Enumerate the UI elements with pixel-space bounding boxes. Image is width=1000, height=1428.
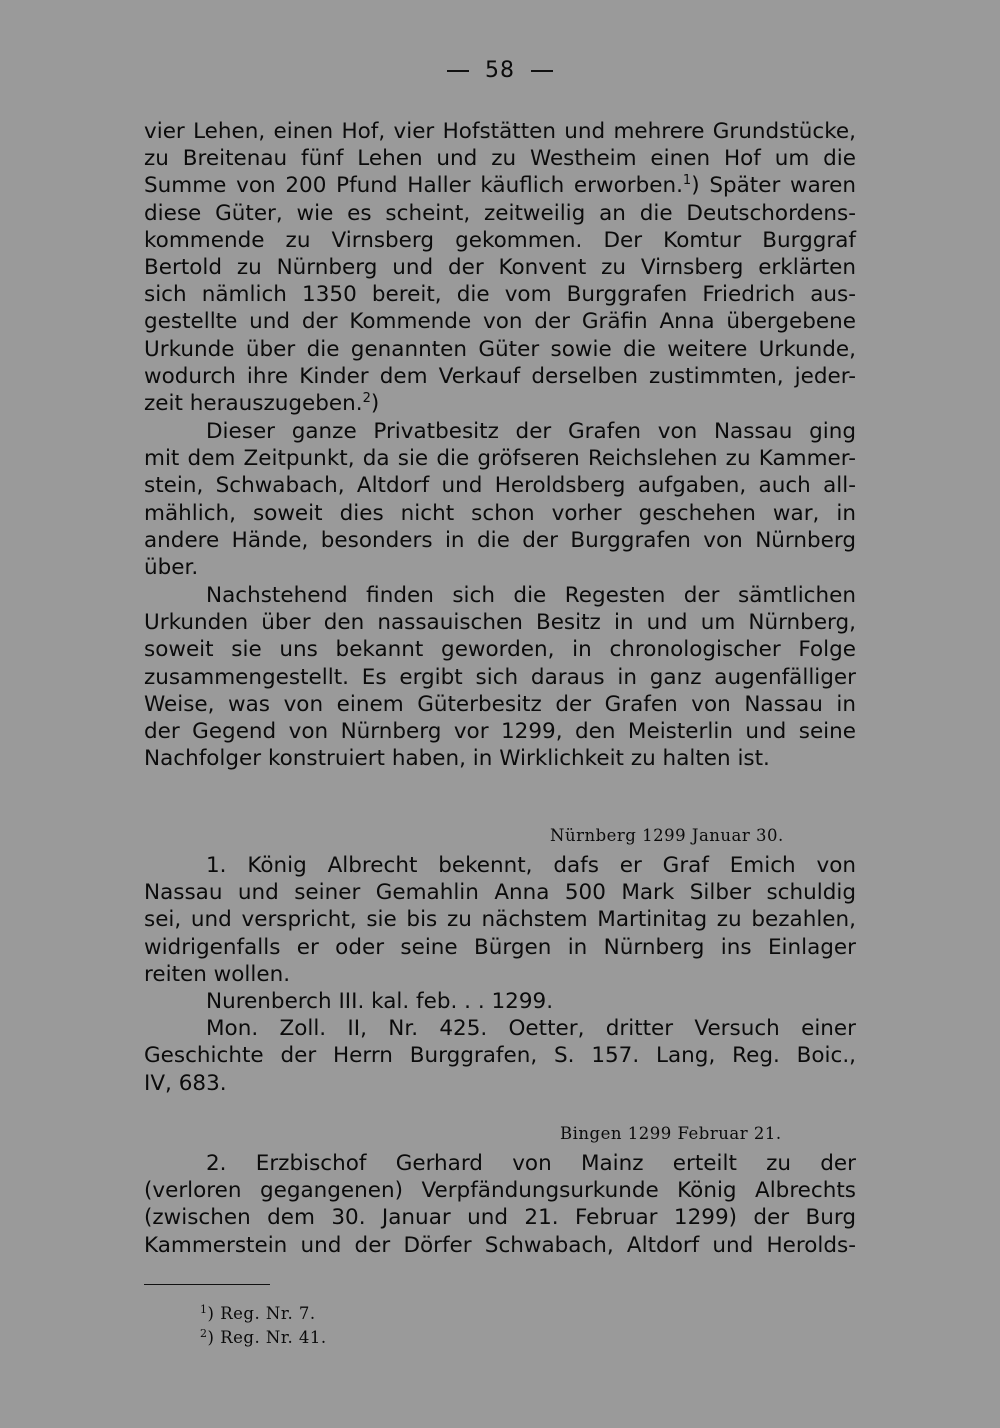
text-line: wodurch ihre Kinder dem Verkauf derselben zustimmten, jeder- [144,363,856,389]
paragraph-3 [144,582,856,772]
footnote-2: $^2$) Reg. Nr. 41. [200,1327,327,1347]
text-line: Nachfolger konstruiert haben, in Wirklichkeit zu halten ist. [144,746,770,772]
text-line: Weise, was von einem Güterbesitz der Grafen von Nassau in [144,691,856,717]
text-line: sei, und verspricht, sie bis zu nächstem Martinitag zu bezahlen, [144,907,856,933]
text-line: vier Lehen, einen Hof, vier Hofstätten und mehrere Grundstücke, [144,119,856,144]
text-line: (zwischen dem 30. Januar und 21. Februar 1299) der Burg [144,1205,856,1231]
text-line: Nachstehend finden sich die Regesten der sämtlichen [206,583,856,608]
paragraph-1 [144,118,856,417]
text-line: soweit sie uns bekannt geworden, in chronologischer Folge [144,637,856,663]
paragraph-2 [144,418,856,581]
text-line: zu Breitenau fünf Lehen und zu Westheim einen Hof um die [144,146,856,172]
text-line: über. [144,555,199,581]
text-line: mählich, soweit dies nicht schon vorher geschehen war, in [144,500,856,526]
text-line: Urkunden über den nassauischen Besitz in und um Nürnberg, [144,610,856,636]
entry-1-body [144,852,856,1097]
footnote-rule [144,1284,270,1285]
text-line: gestellte und der Kommende von der Gräfin Anna übergebene [144,309,856,335]
dash-right [531,70,553,72]
text-line: zeit herauszugeben.$^2$) [144,391,380,417]
text-line: stein, Schwabach, Altdorf und Heroldsberg aufgaben, auch all- [144,473,856,499]
text-line: 1. König Albrecht bekennt, dafs er Graf Emich von [206,853,856,878]
text-line: mit dem Zeitpunkt, da sie die gröfseren Reichslehen zu Kammer- [144,446,856,472]
text-line: Geschichte der Herrn Burggrafen, S. 157. Lang, Reg. Boic., [144,1043,856,1069]
text-line: diese Güter, wie es scheint, zeitweilig an die Deutschordens- [144,200,856,226]
entry-1-heading: Nürnberg 1299 Januar 30. [550,826,784,845]
text-line: Mon. Zoll. II, Nr. 425. Oetter, dritter Versuch einer [206,1016,856,1042]
footnote-marker: 1 [682,173,692,189]
dash-left [447,70,469,72]
text-line: Dieser ganze Privatbesitz der Grafen von Nassau ging [206,419,856,444]
text-line: zusammengestellt. Es ergibt sich daraus in ganz augenfälliger [144,664,856,690]
text-line: der Gegend von Nürnberg vor 1299, den Meisterlin und seine [144,719,856,745]
text-line: Summe von 200 Pfund Haller käuflich erworben.$^1$) Später waren [144,173,856,199]
text-line: 2. Erzbischof Gerhard von Mainz erteilt zu der [206,1151,856,1176]
text-line: reiten wollen. [144,961,291,987]
page-number: 58 [0,58,1000,83]
entry-2-body [144,1150,856,1259]
text-line: Bertold zu Nürnberg und der Konvent zu Virnsberg erklärten [144,255,856,281]
text-line: sich nämlich 1350 bereit, die vom Burggrafen Friedrich aus- [144,282,856,308]
text-line: Nassau und seiner Gemahlin Anna 500 Mark Silber schuldig [144,880,856,906]
footnote-1: $^1$) Reg. Nr. 7. [200,1303,316,1323]
text-line: andere Hände, besonders in die der Burggrafen von Nürnberg [144,527,856,553]
text-line: Urkunde über die genannten Güter sowie die weitere Urkunde, [144,336,856,362]
text-line: widrigenfalls er oder seine Bürgen in Nürnberg ins Einlager [144,934,856,960]
text-line: (verloren gegangenen) Verpfändungsurkunde König Albrechts [144,1178,856,1204]
text-line: IV, 683. [144,1070,227,1096]
text-line: Kammerstein und der Dörfer Schwabach, Altdorf und Herolds- [144,1232,856,1258]
entry-2-heading: Bingen 1299 Februar 21. [560,1124,782,1143]
footnote-marker: 2 [362,391,371,407]
text-line: kommende zu Virnsberg gekommen. Der Komtur Burggraf [144,227,856,253]
entry-1-date-line: Nurenberch III. kal. feb. . . 1299. [206,989,554,1015]
